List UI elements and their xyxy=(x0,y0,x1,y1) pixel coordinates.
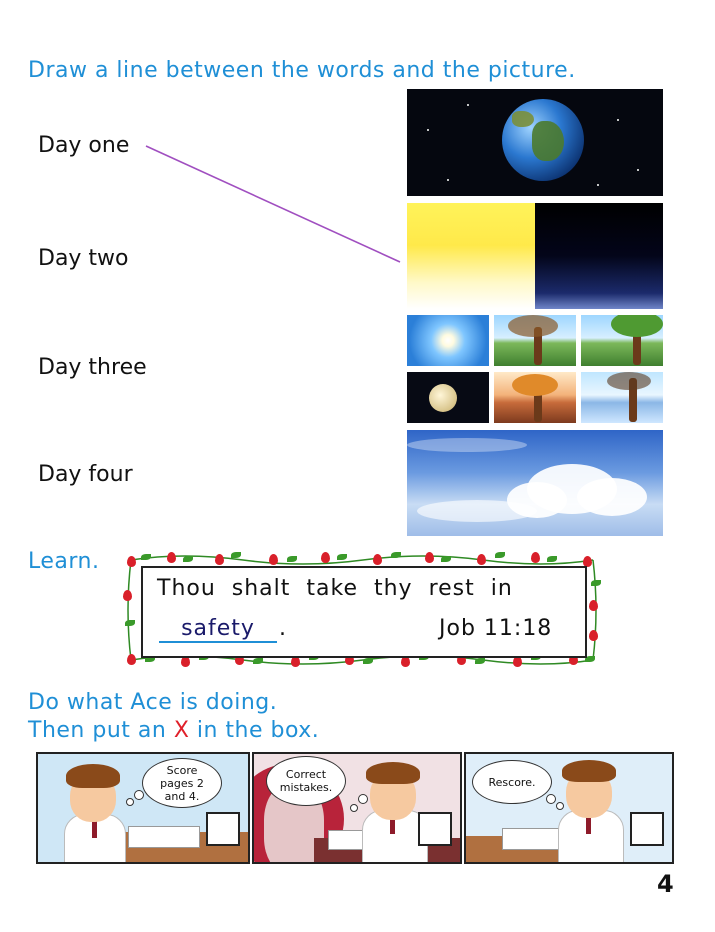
sun-moon-land-picture[interactable] xyxy=(407,315,663,424)
sun-icon xyxy=(407,315,489,366)
verse-reference: Job 11:18 xyxy=(439,616,553,641)
panel-3-bubble: Rescore. xyxy=(472,760,552,804)
day-one-label[interactable]: Day one xyxy=(38,133,130,158)
verse-line-1: Thou shalt take thy rest in xyxy=(157,576,513,601)
task-line-1: Do what Ace is doing. xyxy=(28,690,278,715)
day-three-label[interactable]: Day three xyxy=(38,355,147,380)
comic-panel-2 xyxy=(252,752,462,864)
panel-3-checkbox[interactable] xyxy=(630,812,664,846)
page-number: 4 xyxy=(657,870,674,898)
sky-clouds-picture[interactable] xyxy=(407,430,663,536)
verse-box xyxy=(123,550,601,670)
learn-label: Learn. xyxy=(28,549,100,574)
task-line-2 xyxy=(28,718,319,743)
task-line-2-suffix: in the box. xyxy=(189,718,320,743)
panel-2-bubble: Correct mistakes. xyxy=(266,756,346,806)
verse-answer-blank[interactable]: safety xyxy=(159,616,277,643)
earth-icon xyxy=(502,99,584,181)
comic-panel-1 xyxy=(36,752,250,864)
instruction-heading: Draw a line between the words and the picture. xyxy=(28,58,576,83)
earth-picture[interactable] xyxy=(407,89,663,196)
task-line-2-prefix: Then put an xyxy=(28,718,174,743)
panel-1-bubble: Score pages 2 and 4. xyxy=(142,758,222,808)
comic-panel-3 xyxy=(464,752,674,864)
day-two-label[interactable]: Day two xyxy=(38,246,129,271)
x-mark: X xyxy=(173,718,190,743)
verse-period: . xyxy=(279,616,287,641)
panel-1-checkbox[interactable] xyxy=(206,812,240,846)
light-and-darkness-picture[interactable] xyxy=(407,203,663,309)
moon-icon xyxy=(407,372,489,423)
day-four-label[interactable]: Day four xyxy=(38,462,133,487)
panel-2-checkbox[interactable] xyxy=(418,812,452,846)
